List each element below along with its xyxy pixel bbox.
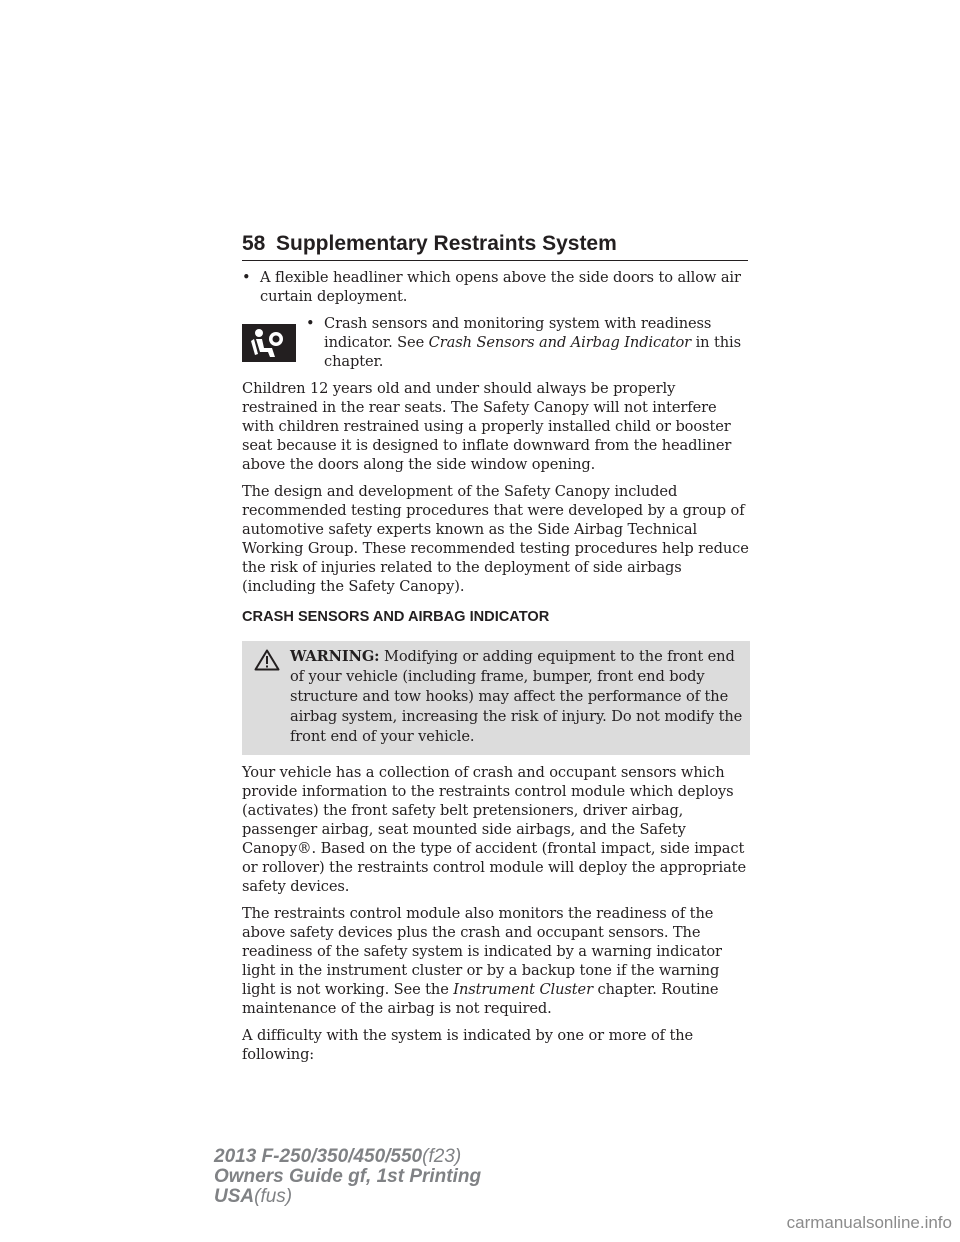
bullet-item: • A flexible headliner which opens above the side doors to allow air curtain deployment.: [242, 269, 741, 305]
warning-triangle-icon: [254, 649, 280, 677]
chapter-title: Supplementary Restraints System: [276, 232, 617, 255]
page-content: [242, 268, 750, 1072]
paragraph-monitoring: The restraints control module also monitors the readiness of the above safety devices plus the crash and occupant sensors. The readiness of the safety system is indicated by a warning indicator light in the instrument cluster or by a backup tone if the warning light is not working. See the Instrument Cluster chapter. Routine maintenance of the airbag is not required.: [242, 905, 722, 1017]
footer-printing: Owners Guide gf, 1st Printing: [214, 1166, 482, 1187]
footer-code: (f23): [422, 1146, 462, 1167]
icon-bullet-row: [242, 314, 750, 372]
footer-region-code: (fus): [254, 1186, 293, 1207]
icon-bullet-item: • Crash sensors and monitoring system with readiness indicator. See Crash Sensors and Airbag Indicator in this chapter.: [306, 315, 741, 370]
footer-region: USA: [214, 1186, 255, 1207]
page-footer: [214, 1147, 481, 1207]
airbag-indicator-icon: [242, 324, 296, 362]
section-heading: CRASH SENSORS AND AIRBAG INDICATOR: [242, 609, 550, 625]
warning-label: WARNING:: [290, 648, 380, 665]
cross-reference: Instrument Cluster: [453, 981, 593, 998]
warning-text: Modifying or adding equipment to the front end of your vehicle (including frame, bumper, front end body structure and tow hooks) may affect the performance of the airbag system, increasing the risk of injury. Do not modify the front end of your vehicle.: [290, 648, 743, 745]
page-number: 58: [242, 232, 266, 255]
icon-bullet-text: Crash sensors and monitoring system with readiness indicator. See: [324, 315, 712, 351]
footer-model: 2013 F-250/350/450/550: [214, 1146, 423, 1167]
warning-box: [242, 641, 750, 755]
paragraph-design: The design and development of the Safety Canopy included recommended testing procedures that were developed by a group of automotive safety experts known as the Side Airbag Technical Working Group. These recommended testing procedures help reduce the risk of injuries related to the deployment of side airbags (including the Safety Canopy).: [242, 483, 749, 595]
paragraph-sensors: Your vehicle has a collection of crash and occupant sensors which provide information to the restraints control module which deploys (activates) the front safety belt pretensioners, driver airbag, passenger airbag, seat mounted side airbags, and the Safety Canopy®. Based on the type of accident (frontal impact, side impact or rollover) the restraints control module will deploy the appropriate safety devices.: [242, 764, 746, 895]
watermark: carmanualsonline.info: [786, 1213, 952, 1232]
cross-reference: Crash Sensors and Airbag Indicator: [428, 334, 692, 351]
paragraph-children: Children 12 years old and under should always be properly restrained in the rear seats. The Safety Canopy will not interfere with children restrained using a properly installed child or booster seat because it is designed to inflate downward from the headliner above the doors along the side window opening.: [242, 380, 732, 473]
bullet-text: A flexible headliner which opens above the side doors to allow air curtain deployment.: [260, 269, 741, 305]
paragraph-difficulty: A difficulty with the system is indicated by one or more of the following:: [242, 1027, 694, 1063]
page-header: [242, 232, 748, 261]
